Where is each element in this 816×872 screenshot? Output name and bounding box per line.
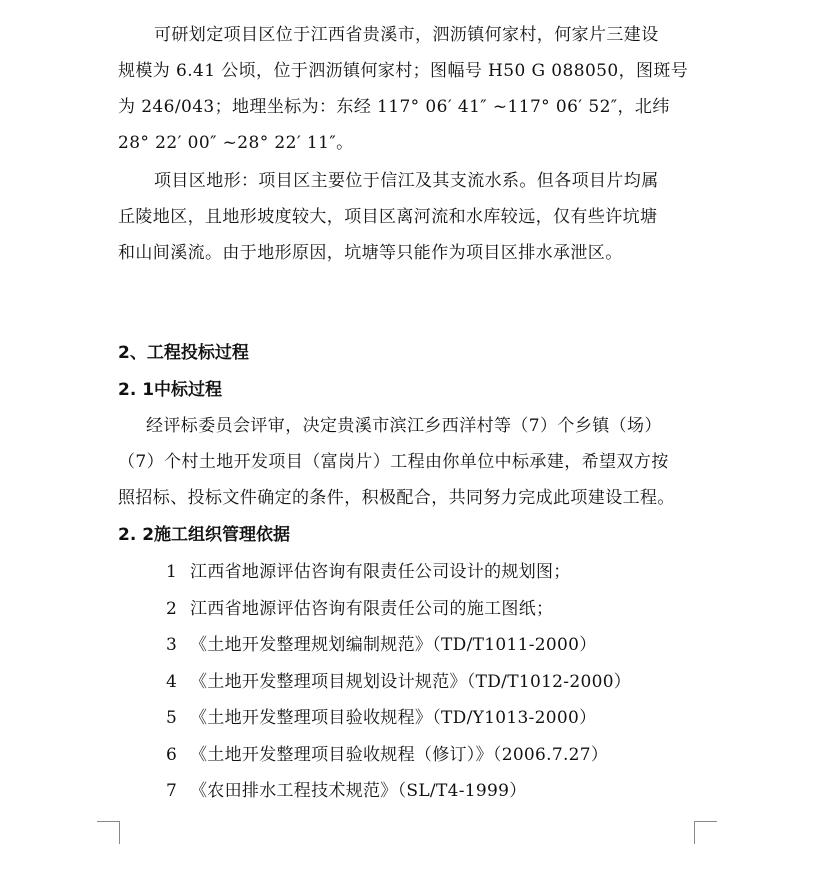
list-item	[166, 554, 631, 591]
text-line: （7）个村土地开发项目（富岗片）工程由你单位中标承建，希望双方按	[118, 452, 669, 472]
list-item-text: 江西省地源评估咨询有限责任公司的施工图纸；	[190, 598, 554, 619]
section-heading-bidding-process: 2、工程投标过程	[118, 343, 249, 363]
paragraph-project-terrain	[118, 163, 700, 271]
text-line: 丘陵地区，且地形坡度较大，项目区离河流和水库较远，仅有些许坑塘	[118, 207, 658, 227]
text-line: 经评标委员会评审，决定贵溪市滨江乡西洋村等（7）个乡镇（场）	[146, 416, 662, 436]
list-item-number: 6	[166, 744, 178, 765]
list-item-number: 2	[166, 598, 178, 619]
list-item-text: 《土地开发整理项目验收规程》（TD/Y1013-2000）	[190, 708, 597, 728]
list-item-text: 江西省地源评估咨询有限责任公司设计的规划图；	[190, 562, 571, 582]
paragraph-project-location	[118, 17, 700, 161]
text-line: 可研划定项目区位于江西省贵溪市，泗沥镇何家村，何家片三建设	[154, 25, 659, 45]
text-line: 规模为 6.41 公顷，位于泗沥镇何家村；图幅号 H50 G 088050，图斑号	[118, 61, 689, 81]
list-item-number: 5	[166, 708, 178, 728]
list-item-number: 3	[166, 635, 178, 655]
page-corner-mark-left	[97, 821, 120, 844]
basis-list	[166, 554, 631, 810]
page-corner-mark-right	[694, 821, 717, 844]
list-item-text: 《土地开发整理项目验收规程（修订）》（2006.7.27）	[190, 744, 609, 765]
text-line: 项目区地形：项目区主要位于信江及其支流水系。但各项目片均属	[154, 171, 659, 191]
list-item-text: 《土地开发整理规划编制规范》（TD/T1011-2000）	[190, 635, 597, 655]
text-line: 和山间溪流。由于地形原因，坑塘等只能作为项目区排水承泄区。	[118, 243, 623, 263]
paragraph-winning-bid	[118, 408, 700, 516]
list-item	[166, 591, 631, 628]
text-line: 照招标、投标文件确定的条件，积极配合，共同努力完成此项建设工程。	[118, 488, 675, 508]
list-item	[166, 773, 631, 810]
subsection-heading-management-basis: 2. 2施工组织管理依据	[118, 525, 291, 545]
subsection-heading-winning-bid: 2. 1中标过程	[118, 380, 223, 400]
list-item	[166, 664, 631, 701]
list-item	[166, 627, 631, 664]
list-item-number: 1	[166, 562, 178, 582]
list-item-number: 4	[166, 671, 178, 692]
list-item-text: 《土地开发整理项目规划设计规范》（TD/T1012-2000）	[190, 671, 632, 692]
list-item-text: 《农田排水工程技术规范》（SL/T4-1999）	[190, 781, 527, 801]
list-item	[166, 737, 631, 774]
text-line: 28° 22′ 00″ ~28° 22′ 11″。	[118, 133, 354, 153]
text-line: 为 246/043；地理坐标为：东经 117° 06′ 41″ ~117° 06′ 52″，北纬	[118, 97, 670, 117]
list-item	[166, 700, 631, 737]
list-item-number: 7	[166, 781, 178, 801]
